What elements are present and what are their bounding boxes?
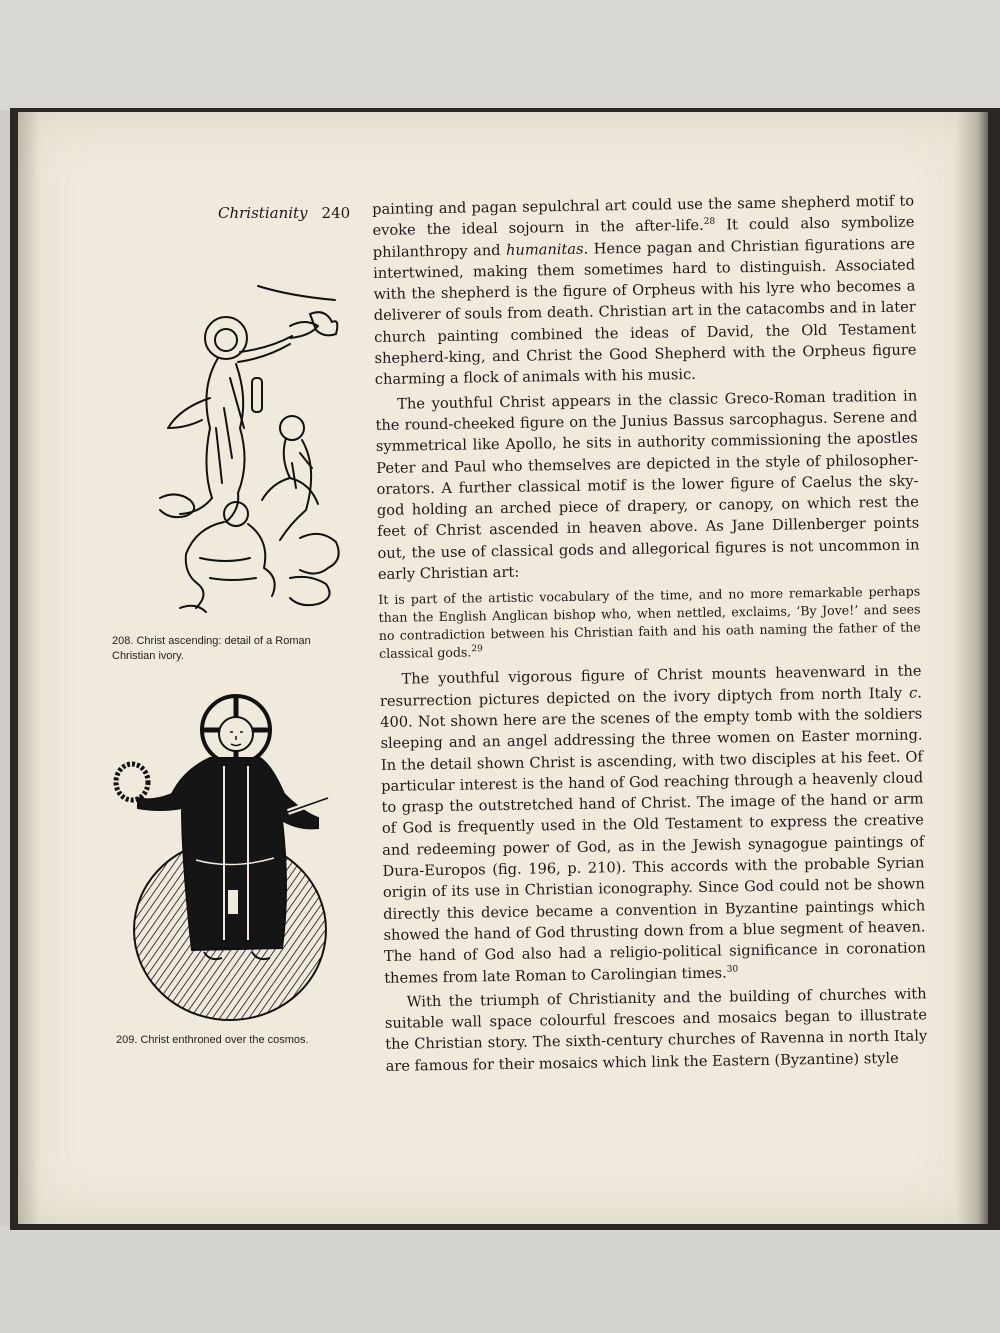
running-head [218,204,350,222]
figure-209-caption: 209. Christ enthroned over the cosmos. [116,1034,309,1046]
block-quote [378,583,921,664]
footnote-ref: 30 [726,963,739,975]
paragraph-text: It could also symbolize philanthropy and [372,213,915,261]
backdrop [0,1225,1000,1333]
page-number: 240 [321,204,351,222]
figure-208-caption: 208. Christ ascending: detail of a Roman Christian ivory. [112,635,311,662]
quote-text: It is part of the artistic vocabulary of the time, and no more remarkable perhaps than the English Anglican bishop who, when nettled, exclaims, ‘By Jove!’ and sees no contradiction between his Christian faith and his oath naming the father of the classical gods. [378,583,921,662]
paragraph [372,190,917,390]
chapter-title: Christianity [218,204,308,222]
book-gutter [954,112,988,1224]
body-text [372,190,928,1076]
footnote-ref: 28 [703,217,716,228]
paragraph-text: 400. Not shown here are the scenes of the empty tomb with the soldiers sleeping and an angel addressing the three women on Easter morning. In the detail shown Christ is ascending, with two disciples at his feet. Of particular interest is the hand of God reaching through a heavenly cloud to grasp the outstretched hand of Christ. The image of the hand or arm of God is frequently used in the Old Testament to express the creative and redeeming power of God, as in the Jewish synagogue paintings of Dura-Europos (fig. 196, p. 210). This accords with the probable Syrian origin of its use in Christian iconography. Since God could not be shown directly this device became a convention in Byzantine paintings which showed the hand of God thrusting down from a blue segment of heaven. The hand of God also had a religio-political significance in coronation themes from late Roman to Carolingian times. [380,705,926,987]
page-shadow [18,112,40,1224]
paragraph: With the triumph of Christianity and the building of churches with suitable wall space colourful frescoes and mosaics began to illustrate the Christian story. The sixth-century churches of Ravenna in north Italy are famous for their mosaics which link the Eastern (Byzantine) style [384,985,928,1075]
paragraph-text: . Hence pagan and Christian figurations are intertwined, making them sometimes hard to distinguish. Associated with the shepherd is the figure of Orpheus with his lyre who becomes a deliverer of souls from death. Christian art in the catacombs and in later church painting combined the ideas of David, the Old Testament shepherd-king, and Christ the Good Shepherd with the Orpheus figure charming a flock of animals with his music. [373,235,917,389]
paragraph: The youthful Christ appears in the classic Greco-Roman tradition in the round-cheeked figure on the Junius Bassus sarcophagus. Serene and symmetrical like Apollo, he sits in authority commissioning the apostles Peter and Paul who themselves are depicted in the style of philosopher-orators. A further classical motif is the lower figure of Caelus the sky-god holding an arched piece of drapery, or canopy, on which rest the feet of Christ ascended in heaven above. As Jane Dillenberger points out, the use of classical gods and allegorical figures is not uncommon in early Christian art: [375,387,920,583]
paragraph [379,661,926,989]
backdrop [0,0,1000,110]
footnote-ref: 29 [471,644,483,655]
figure-208-illustration [140,278,345,623]
figure-209-illustration [112,690,342,1030]
paragraph-text-italic: c. [908,684,922,702]
paragraph-text-italic: humanitas [505,240,584,259]
paragraph-text: painting and pagan sepulchral art could use the same shepherd motif to evoke the ideal sojourn in the after-life. [372,192,915,240]
paragraph-text: The youthful vigorous figure of Christ mounts heavenward in the resurrection pictures depicted on the ivory diptych from north Italy [379,662,922,710]
